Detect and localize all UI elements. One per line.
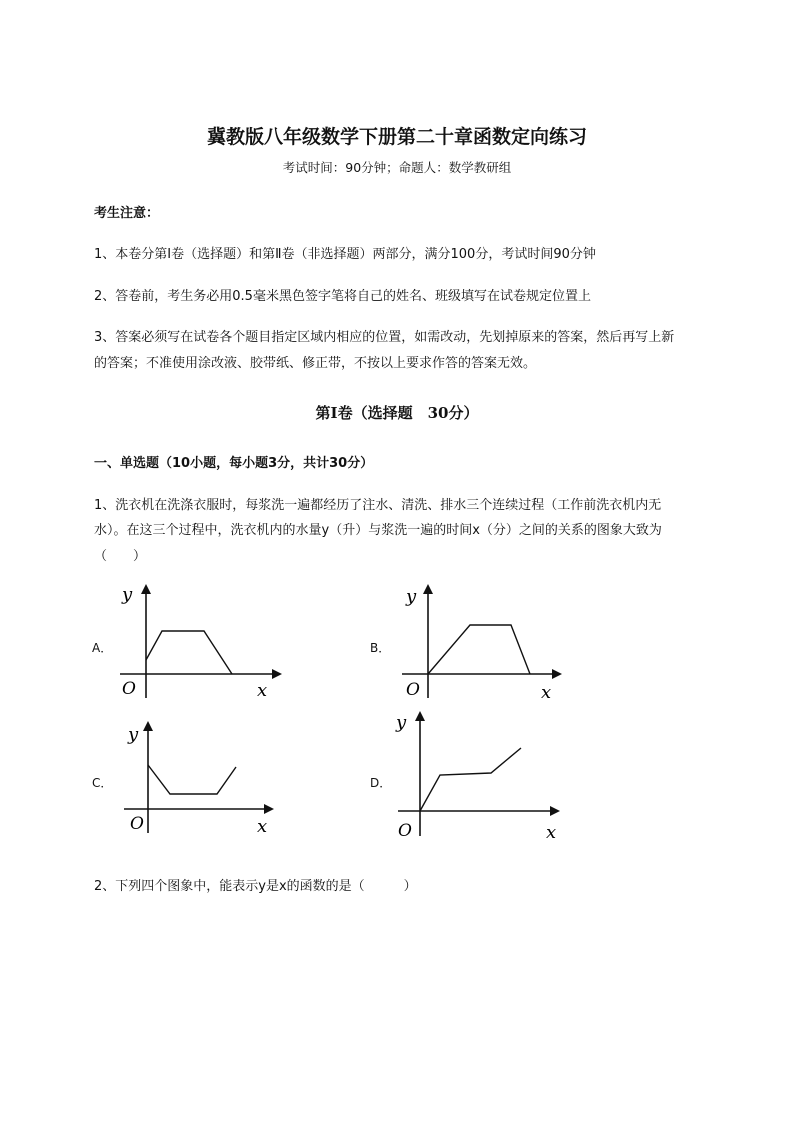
- part-heading: 一、单选题（10小题，每小题3分，共计30分）: [94, 456, 374, 471]
- x-axis-label: x: [257, 816, 268, 837]
- question-1-line-3: （ ）: [94, 549, 147, 564]
- y-axis-label: y: [406, 586, 417, 607]
- origin-label: O: [406, 680, 420, 700]
- origin-label: O: [398, 821, 412, 841]
- question-2: 2、下列四个图象中，能表示y是x的函数的是（ ）: [94, 879, 417, 894]
- x-axis-label: x: [541, 682, 552, 703]
- x-axis-label: x: [546, 822, 557, 843]
- option-c-graph[interactable]: [110, 718, 290, 844]
- origin-label: O: [130, 814, 144, 834]
- section-title: 第Ⅰ卷（选择题 30分）: [315, 404, 479, 422]
- exam-info: 考试时间：90分钟；命题人：数学教研组: [282, 160, 512, 175]
- graph-line: [148, 765, 236, 794]
- graph-line: [146, 631, 232, 674]
- graph-line: [428, 625, 530, 674]
- option-d-label[interactable]: D．: [370, 776, 392, 790]
- notice-item-2: 2、答卷前，考生务必用0.5毫米黑色签字笔将自己的姓名、班级填写在试卷规定位置上: [94, 289, 591, 304]
- option-a-graph[interactable]: [110, 578, 290, 704]
- notice-item-3-cont: 的答案；不准使用涂改液、胶带纸、修正带，不按以上要求作答的答案无效。: [94, 356, 537, 371]
- option-b-label[interactable]: B．: [370, 641, 391, 655]
- y-axis-label: y: [128, 724, 139, 745]
- option-a-label[interactable]: A．: [92, 641, 113, 655]
- y-axis-label: y: [396, 712, 407, 733]
- option-d-graph[interactable]: [392, 708, 572, 844]
- option-b-graph[interactable]: [392, 578, 572, 704]
- notice-item-1: 1、本卷分第Ⅰ卷（选择题）和第Ⅱ卷（非选择题）两部分，满分100分，考试时间90分钟: [94, 247, 596, 262]
- origin-label: O: [122, 679, 136, 699]
- question-1-line-2: 水）。在这三个过程中，洗衣机内的水量y（升）与浆洗一遍的时间x（分）之间的关系的图象大致为: [94, 523, 662, 538]
- question-1-line-1: 1、洗衣机在洗涤衣服时，每浆洗一遍都经历了注水、清洗、排水三个连续过程（工作前洗衣机内无: [94, 498, 662, 513]
- notice-item-3: 3、答案必须写在试卷各个题目指定区域内相应的位置，如需改动，先划掉原来的答案，然后再写上新: [94, 330, 675, 345]
- y-axis-label: y: [122, 584, 133, 605]
- page-title: 冀教版八年级数学下册第二十章函数定向练习: [206, 126, 587, 148]
- option-c-label[interactable]: C．: [92, 776, 113, 790]
- x-axis-label: x: [257, 680, 268, 701]
- notice-heading: 考生注意：: [94, 206, 160, 221]
- graph-line: [420, 748, 521, 811]
